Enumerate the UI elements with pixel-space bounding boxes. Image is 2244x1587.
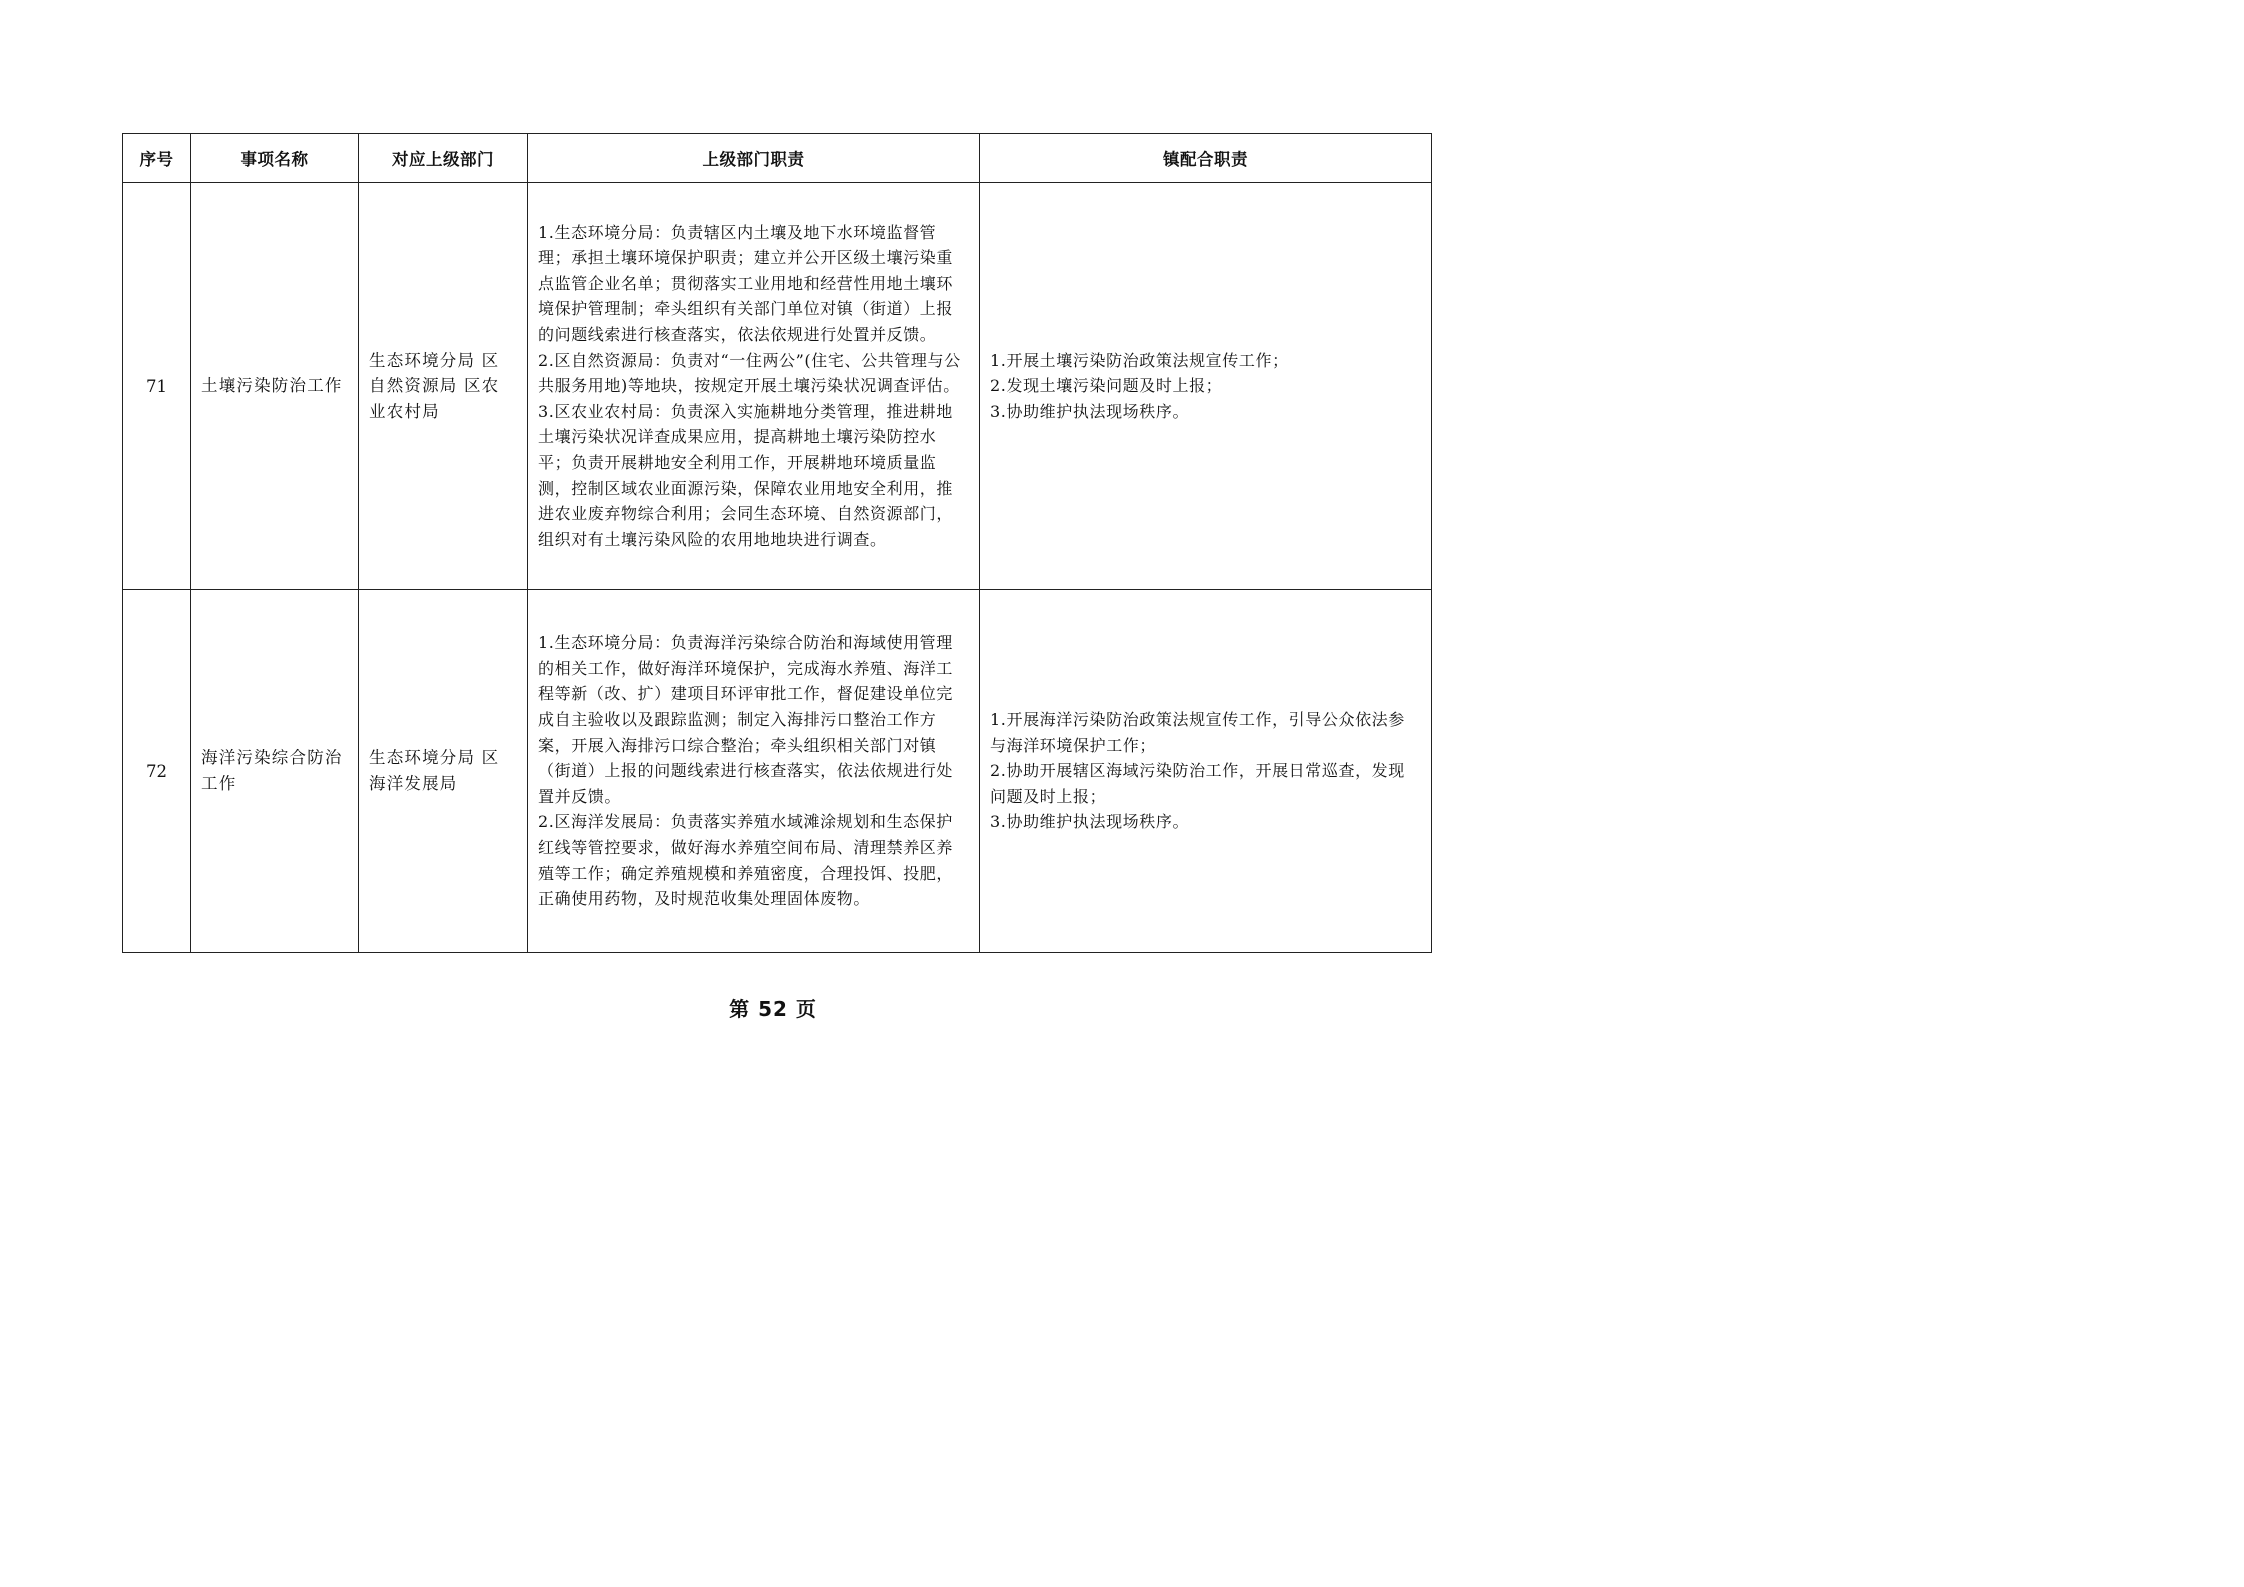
header-matter-name: 事项名称	[191, 134, 359, 183]
header-town-duties: 镇配合职责	[980, 134, 1432, 183]
duty-item: 1.生态环境分局：负责海洋污染综合防治和海域使用管理的相关工作，做好海洋环境保护，完成海水养殖、海洋工程等新（改、扩）建项目环评审批工作，督促建设单位完成自主验收以及跟踪监测；制定入海排污口整治工作方案，开展入海排污口综合整治；牵头组织相关部门对镇（街道）上报的问题线索进行核查落实，依法依规进行处置并反馈。	[538, 633, 954, 806]
duty-item: 3.区农业农村局：负责深入实施耕地分类管理，推进耕地土壤污染状况详查成果应用，提高耕地土壤污染防控水平；负责开展耕地安全利用工作，开展耕地环境质量监测，控制区域农业面源污染，保障农业用地安全利用，推进农业废弃物综合利用；会同生态环境、自然资源部门，组织对有土壤污染风险的农用地地块进行调查。	[538, 401, 954, 549]
row-upper-duties	[528, 590, 980, 953]
table-row	[123, 183, 1432, 590]
header-serial-number: 序号	[123, 134, 191, 183]
row-matter-name: 海洋污染综合防治工作	[191, 590, 359, 953]
row-upper-department: 生态环境分局 区海洋发展局	[359, 590, 528, 953]
town-duty-item: 1.开展海洋污染防治政策法规宣传工作，引导公众依法参与海洋环境保护工作；	[990, 710, 1405, 755]
row-serial-number: 71	[123, 183, 191, 590]
table-row	[123, 590, 1432, 953]
page-number: 第 52 页	[729, 997, 817, 1021]
town-duty-item: 3.协助维护执法现场秩序。	[990, 812, 1190, 832]
town-duty-item: 3.协助维护执法现场秩序。	[990, 401, 1190, 421]
duty-item: 2.区海洋发展局：负责落实养殖水域滩涂规划和生态保护红线等管控要求，做好海水养殖空间布局、清理禁养区养殖等工作；确定养殖规模和养殖密度，合理投饵、投肥，正确使用药物，及时规范收集处理固体废物。	[538, 812, 954, 909]
header-upper-department: 对应上级部门	[359, 134, 528, 183]
table-header-row	[123, 134, 1432, 183]
town-duty-item: 2.协助开展辖区海域污染防治工作，开展日常巡查，发现问题及时上报；	[990, 761, 1405, 806]
row-upper-department: 生态环境分局 区自然资源局 区农业农村局	[359, 183, 528, 590]
row-matter-name: 土壤污染防治工作	[191, 183, 359, 590]
row-upper-duties	[528, 183, 980, 590]
town-duty-item: 1.开展土壤污染防治政策法规宣传工作；	[990, 350, 1289, 370]
matters-table	[122, 133, 1432, 953]
row-town-duties	[980, 590, 1432, 953]
row-serial-number: 72	[123, 590, 191, 953]
row-town-duties	[980, 183, 1432, 590]
header-upper-duties: 上级部门职责	[528, 134, 980, 183]
duty-item: 2.区自然资源局：负责对“一住两公”(住宅、公共管理与公共服务用地)等地块，按规定开展土壤污染状况调查评估。	[538, 350, 961, 396]
town-duty-item: 2.发现土壤污染问题及时上报；	[990, 376, 1223, 396]
duty-item: 1.生态环境分局：负责辖区内土壤及地下水环境监督管理；承担土壤环境保护职责；建立并公开区级土壤污染重点监管企业名单；贯彻落实工业用地和经营性用地土壤环境保护管理制；牵头组织有关部门单位对镇（街道）上报的问题线索进行核查落实，依法依规进行处置并反馈。	[538, 222, 954, 345]
